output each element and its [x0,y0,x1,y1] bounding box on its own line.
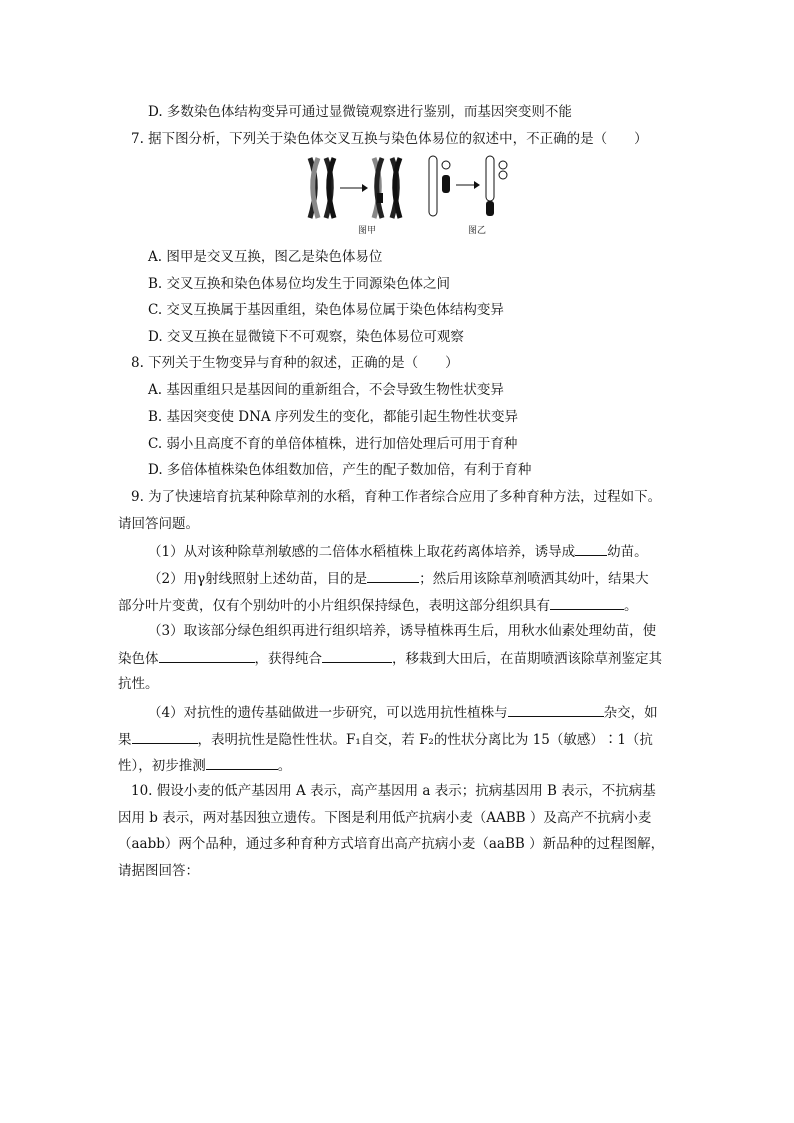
answer-blank[interactable] [132,728,198,744]
q9-sub2-text-c: 部分叶片变黄，仅有个别幼叶的小片组织保持绿色，表明这部分组织具有 [118,598,550,614]
figure-caption-b: 图乙 [468,226,487,236]
crossing-over-figure [300,153,530,223]
q9-sub2-text-d: 。 [624,598,638,614]
q8-option-c: C. 弱小且高度不育的单倍体植株，进行加倍处理后可用于育种 [148,436,518,452]
q9-stem-line2: 请回答问题。 [118,516,199,532]
q9-sub3-text-d: ，移栽到大田后，在苗期喷洒该除草剂鉴定其 [392,651,662,667]
q7-stem: 7. 据下图分析，下列关于染色体交叉互换与染色体易位的叙述中，不正确的是（ ） [131,131,648,147]
q9-sub3-text-c: ，获得纯合 [254,651,322,667]
q9-sub4-text-a: （4）对抗性的遗传基础做进一步研究，可以选用抗性植株与 [148,705,508,721]
q7-option-d: D. 交叉互换在显微镜下不可观察，染色体易位可观察 [148,329,464,345]
q9-sub1 [148,540,648,562]
q7-option-b: B. 交叉互换和染色体易位均发生于同源染色体之间 [148,276,451,292]
q10-stem-line2: 因用 b 表示，两对基因独立遗传。下图是利用低产抗病小麦（AABB ）及高产不抗病小麦 [118,810,652,826]
q9-sub3-line2 [118,647,662,669]
answer-blank[interactable] [575,540,607,556]
q9-sub4-text-c: 果 [118,732,132,748]
figure-caption-a: 图甲 [358,226,377,236]
q9-sub4-text-d: ，表明抗性是隐性性状。F₁自交，若 F₂的性状分离比为 15（敏感）∶1（抗 [197,732,653,748]
q9-sub1-text-b: 幼苗。 [607,544,648,560]
q9-sub4-line1 [148,701,658,723]
q9-sub2-line2 [118,594,638,616]
answer-blank[interactable] [159,647,255,663]
answer-blank[interactable] [322,647,392,663]
q9-sub3-line3: 抗性。 [118,676,159,692]
q9-sub4-text-f: 。 [277,758,292,774]
answer-blank[interactable] [367,567,419,583]
q9-sub2-text-b: ；然后用该除草剂喷洒其幼叶，结果大 [419,571,649,587]
q9-sub2-line1 [148,567,649,589]
q8-stem: 8. 下列关于生物变异与育种的叙述，正确的是（ ） [131,355,459,371]
q10-stem-line1: 10. 假设小麦的低产基因用 A 表示，高产基因用 a 表示；抗病基因用 B 表示，不抗病基 [131,783,656,799]
q9-sub1-text-a: （1）从对该种除草剂敏感的二倍体水稻植株上取花药离体培养，诱导成 [148,544,576,560]
q9-sub4-line2 [118,728,653,750]
q9-sub2-text-a: （2）用γ射线照射上述幼苗，目的是 [148,571,368,587]
answer-blank[interactable] [550,594,624,610]
q8-option-d: D. 多倍体植株染色体组数加倍，产生的配子数加倍，有利于育种 [148,462,532,478]
q9-sub3-text-b: 染色体 [118,651,159,667]
q10-stem-line4: 请据图回答： [118,863,199,879]
q9-sub3-line1: （3）取该部分绿色组织再进行组织培养，诱导植株再生后，用秋水仙素处理幼苗，使 [148,623,657,639]
q8-option-b: B. 基因突变使 DNA 序列发生的变化，都能引起生物性状变异 [148,409,518,425]
q8-option-a: A. 基因重组只是基因间的重新组合，不会导致生物性状变异 [148,382,504,398]
q6-option-d: D. 多数染色体结构变异可通过显微镜观察进行鉴别，而基因突变则不能 [148,104,572,120]
q10-stem-line3: （aabb）两个品种，通过多种育种方式培育出高产抗病小麦（aaBB ）新品种的过程图解， [118,836,665,852]
q9-stem-line1: 9. 为了快速培育抗某种除草剂的水稻，育种工作者综合应用了多种育种方法，过程如下。 [131,489,662,505]
answer-blank[interactable] [206,754,278,770]
q7-option-a: A. 图甲是交叉互换，图乙是染色体易位 [148,249,383,265]
q7-option-c: C. 交叉互换属于基因重组，染色体易位属于染色体结构变异 [148,302,504,318]
q9-sub4-line3 [118,754,291,776]
answer-blank[interactable] [508,701,604,717]
q9-sub4-text-e: 性），初步推测 [118,758,206,774]
q9-sub4-text-b: 杂交，如 [603,705,658,721]
